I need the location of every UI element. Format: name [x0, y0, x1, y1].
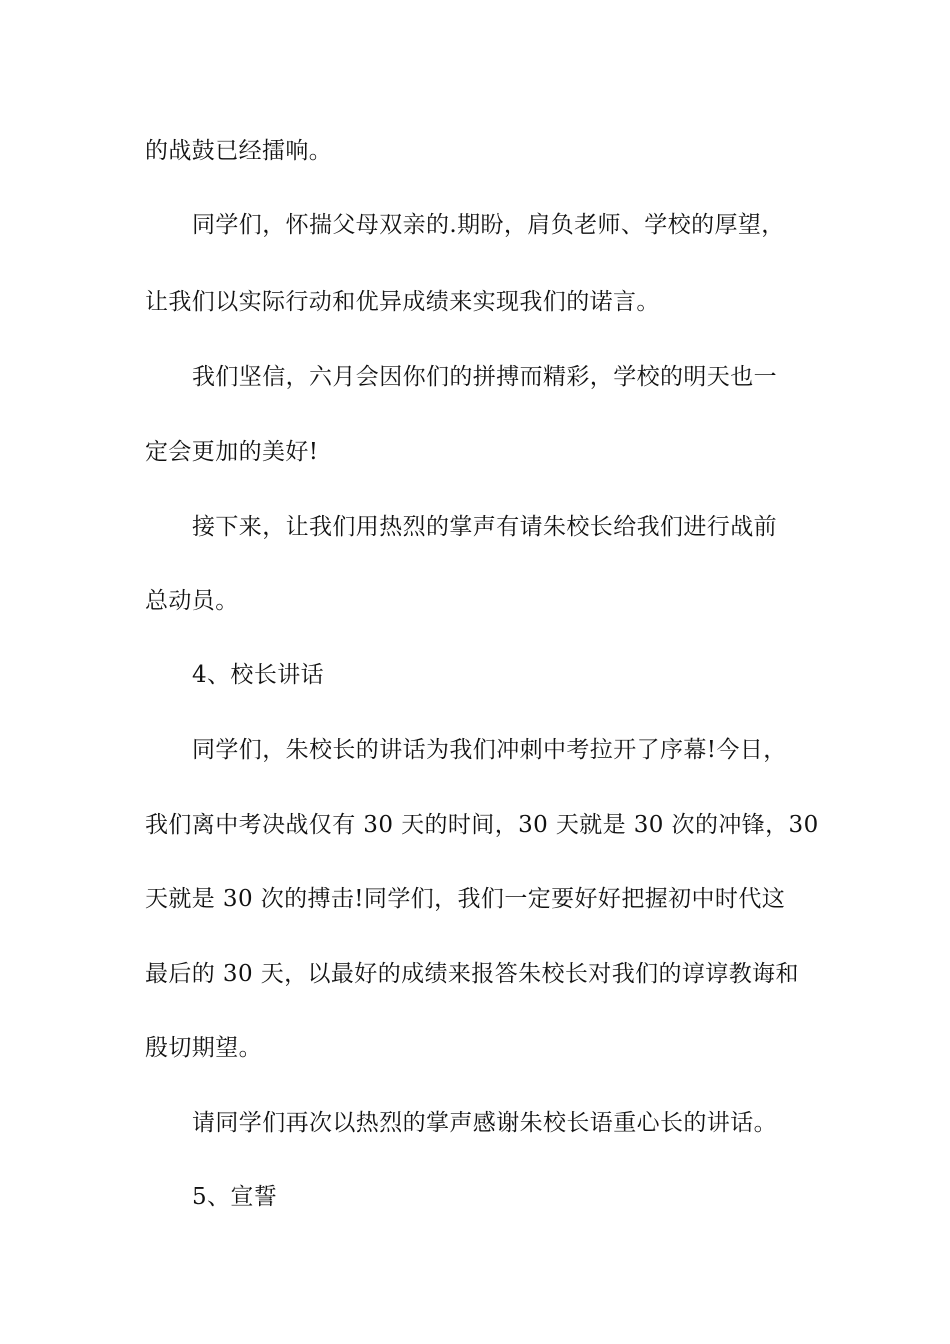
section-heading: 5、宣誓 [192, 1184, 278, 1210]
text-line: 总动员。 [145, 588, 239, 614]
text-line: 的战鼓已经擂响。 [145, 138, 333, 164]
section-heading: 4、校长讲话 [192, 662, 325, 688]
text-line: 我们坚信，六月会因你们的拼搏而精彩，学校的明天也一 [192, 364, 777, 390]
text-line: 最后的 30 天，以最好的成绩来报答朱校长对我们的谆谆教诲和 [145, 961, 799, 987]
text-line: 接下来，让我们用热烈的掌声有请朱校长给我们进行战前 [192, 514, 777, 540]
text-line: 定会更加的美好! [145, 439, 319, 465]
text-line: 请同学们再次以热烈的掌声感谢朱校长语重心长的讲话。 [192, 1110, 777, 1136]
text-line: 同学们，朱校长的讲话为我们冲刺中考拉开了序幕!今日， [192, 737, 787, 763]
text-line: 天就是 30 次的搏击!同学们，我们一定要好好把握初中时代这 [145, 886, 786, 912]
text-line: 让我们以实际行动和优异成绩来实现我们的诺言。 [145, 289, 660, 315]
text-line: 殷切期望。 [145, 1035, 262, 1061]
text-line: 我们离中考决战仅有 30 天的时间，30 天就是 30 次的冲锋，30 [145, 812, 819, 838]
text-line: 同学们，怀揣父母双亲的.期盼，肩负老师、学校的厚望， [192, 212, 785, 238]
